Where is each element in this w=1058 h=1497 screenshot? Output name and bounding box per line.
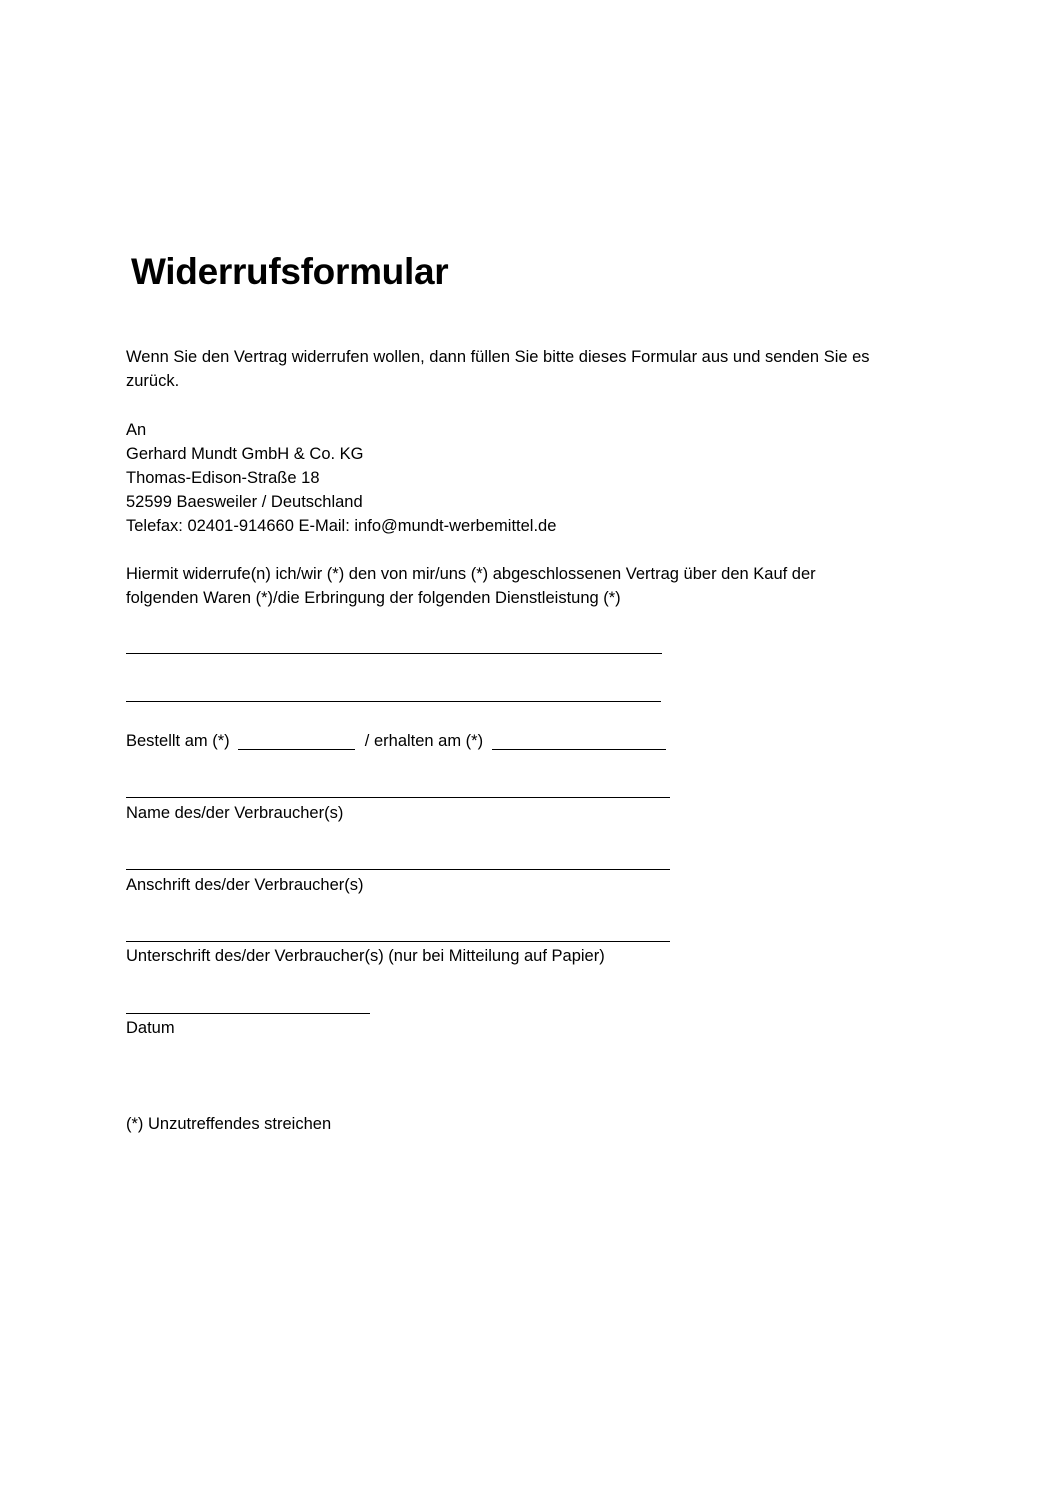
- recipient-street: Thomas-Edison-Straße 18: [126, 469, 320, 487]
- date-label: Datum: [126, 1019, 175, 1037]
- page-title: Widerrufsformular: [131, 251, 449, 292]
- date-line[interactable]: [126, 1013, 370, 1014]
- declaration-line-1: Hiermit widerrufe(n) ich/wir (*) den von mir/uns (*) abgeschlossenen Vertrag über den Kauf der: [126, 565, 816, 583]
- intro-text-line-2: zurück.: [126, 372, 180, 390]
- recipient-to: An: [126, 421, 147, 439]
- consumer-name-label: Name des/der Verbraucher(s): [126, 804, 344, 822]
- received-label: / erhalten am (*): [364, 732, 484, 750]
- consumer-address-label: Anschrift des/der Verbraucher(s): [126, 876, 364, 894]
- recipient-company: Gerhard Mundt GmbH & Co. KG: [126, 445, 364, 463]
- ordered-date-field[interactable]: [238, 733, 355, 750]
- recipient-city: 52599 Baesweiler / Deutschland: [126, 493, 363, 511]
- recipient-contact: Telefax: 02401-914660 E-Mail: info@mundt-werbemittel.de: [126, 517, 557, 535]
- goods-line-1[interactable]: [126, 653, 662, 654]
- intro-text-line-1: Wenn Sie den Vertrag widerrufen wollen, dann füllen Sie bitte dieses Formular aus und senden Sie es: [126, 348, 870, 366]
- received-date-field[interactable]: [492, 733, 666, 750]
- consumer-name-line[interactable]: [126, 797, 670, 798]
- signature-label: Unterschrift des/der Verbraucher(s) (nur bei Mitteilung auf Papier): [126, 947, 605, 965]
- order-dates-row: [126, 729, 666, 753]
- consumer-address-line[interactable]: [126, 869, 670, 870]
- footnote: (*) Unzutreffendes streichen: [126, 1115, 332, 1133]
- declaration-line-2: folgenden Waren (*)/die Erbringung der folgenden Dienstleistung (*): [126, 589, 621, 607]
- signature-line[interactable]: [126, 941, 670, 942]
- goods-line-2[interactable]: [126, 701, 661, 702]
- ordered-label: Bestellt am (*): [126, 732, 230, 750]
